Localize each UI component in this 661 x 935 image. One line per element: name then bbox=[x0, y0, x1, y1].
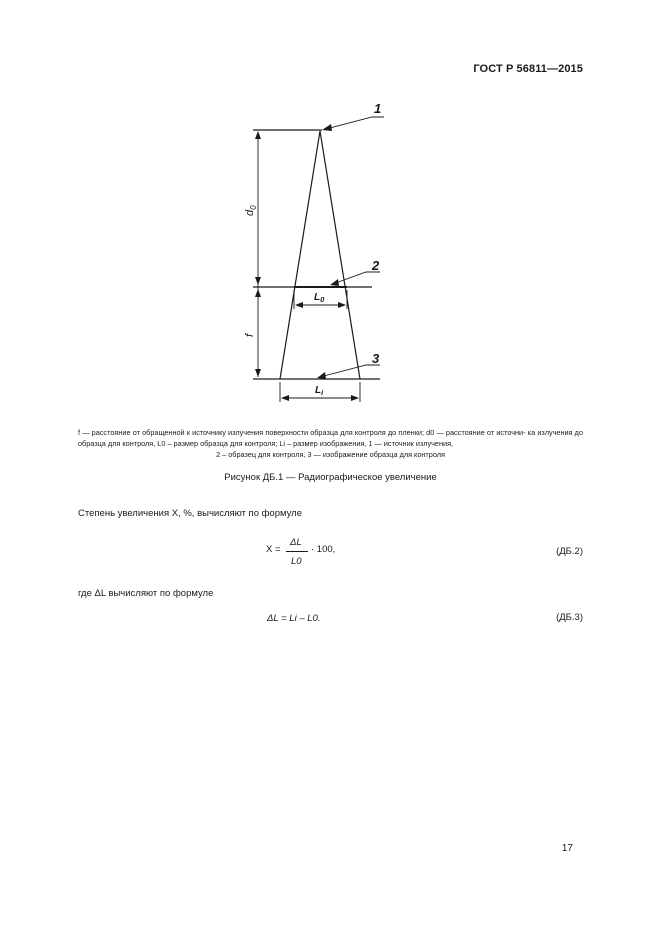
standard-header: ГОСТ Р 56811—2015 bbox=[473, 63, 583, 75]
page-number: 17 bbox=[561, 843, 573, 854]
callout-2-label: 2 bbox=[372, 258, 380, 273]
legend-line-2: ка излучения до образца для контроля, L0 – размер образца для контроля; Li – размер изображения, 1 — источник излучения, bbox=[78, 428, 583, 448]
formula-1-lhs: X = bbox=[266, 544, 281, 555]
beam-left-edge bbox=[280, 131, 320, 379]
callout-3-label: 3 bbox=[372, 351, 380, 366]
formula-1-numerator: ΔL bbox=[290, 537, 302, 548]
formula-1-number: (ДБ.2) bbox=[556, 546, 583, 557]
callout-1-label: 1 bbox=[374, 101, 382, 116]
formula-1-rhs: · 100, bbox=[311, 544, 336, 555]
l0-label: $L_0$ bbox=[314, 292, 325, 304]
radiographic-magnification-diagram bbox=[0, 0, 661, 420]
paragraph-delta-definition: где ΔL вычисляют по формуле bbox=[78, 588, 214, 599]
figure-caption: Рисунок ДБ.1 — Радиографическое увеличение bbox=[224, 472, 437, 483]
callout-1-leader bbox=[326, 117, 384, 129]
formula-1-fraction-line bbox=[286, 551, 308, 552]
formula-2-expression: ΔL = Li – L0. bbox=[267, 613, 321, 624]
figure-legend bbox=[78, 427, 583, 460]
formula-2-number: (ДБ.3) bbox=[556, 612, 583, 623]
formula-1-denominator: L0 bbox=[291, 556, 302, 567]
li-label: $L_i$ bbox=[315, 385, 324, 397]
legend-line-3: 2 – образец для контроля, 3 — изображение образца для контроля bbox=[216, 450, 445, 459]
legend-line-1: f — расстояние от обращенной к источнику излучения поверхности образца для контроля до пленки; d0 — расстояние от источни- bbox=[78, 428, 526, 437]
d0-label: $d_0$ bbox=[244, 205, 258, 216]
paragraph-magnification: Степень увеличения X, %, вычисляют по формуле bbox=[78, 508, 303, 519]
beam-right-edge bbox=[320, 131, 360, 379]
callout-3-leader bbox=[320, 365, 380, 377]
callout-2-leader bbox=[333, 272, 380, 284]
f-label: f bbox=[244, 333, 256, 337]
